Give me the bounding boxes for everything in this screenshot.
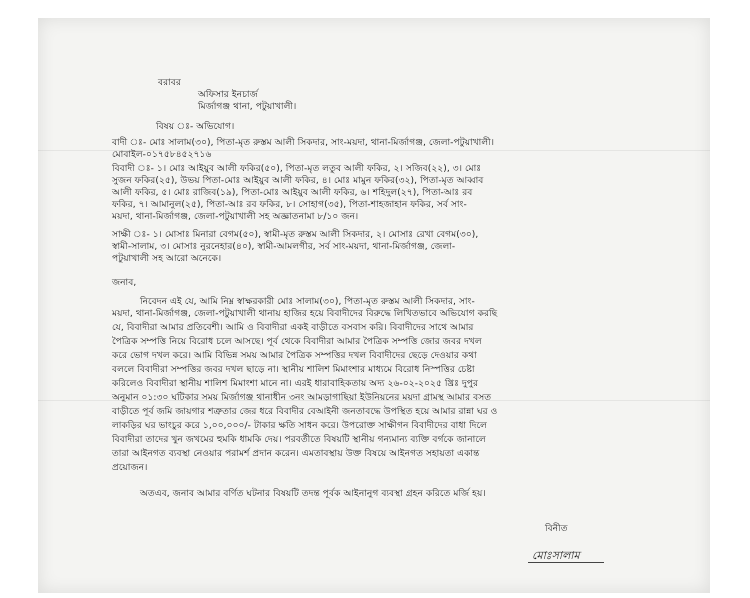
- witness-line: পটুয়াখালী সহ আরো অনেকে।: [112, 254, 222, 264]
- addressee-title: অফিসার ইনচার্জ: [198, 90, 258, 100]
- body-line: করিলেও বিবাদীরা স্থানীয় শালিশ মিমাংশা মানে না। এরই ধারাবাহিকতায় অদ্য ২৬-০২-২০২৫ খ্রিঃ দুপুর: [112, 379, 479, 389]
- body-line: করে ভোগ দখল করে। আমি বিভিন্ন সময় আমার পৈত্রিক সম্পত্তির দখল বিবাদীদের ছেড়ে দেওয়ার কথা: [112, 351, 477, 361]
- body-line: বিবাদীরা তাদের খুন জখমের হুমকি ধামকি দেয়। পরবর্তীতে বিষয়টি স্থানীয় গন্যমান্য ব্যক্তি বর্গকে জানালে: [112, 435, 486, 445]
- body-line: বাড়ীতে পূর্ব জমি জায়গার শত্রুতার জের ধরে বিবাদীর বেআইনী জনতাবদ্ধে উপস্থিত হয়ে আমার রান্না ঘর ও: [112, 407, 498, 417]
- signature-underline: [528, 562, 604, 563]
- body-line: ময়দা, থানা-মির্জাগঞ্জ, জেলা-পটুয়াখালী থানায় হাজির হয়ে বিবাদীদের বিরুদ্ধে লিখিতভাবে অভিযোগ করছি: [112, 309, 498, 319]
- body-line: পৈত্রিক সম্পত্তি নিয়ে বিরোধ চলে আসছে। পূর্ব থেকে বিবাদীরা আমার পৈত্রিক সম্পত্তি জোর জবর দখল: [112, 337, 482, 347]
- signature: মোঃসালাম: [532, 549, 580, 562]
- salutation: জনাব,: [112, 278, 137, 288]
- defendant-line: ফকির, ৭। আমানুল(২৫), পিতা-আঃ রব ফকির, ৮। সোহাগ(৩৫), পিতা-শাহজাহান ফকির, সর্ব সাং-: [112, 200, 467, 210]
- complainant-mobile: মোবাইল-০১৭৫৮৪৫২৭১৬: [112, 150, 212, 160]
- body-line: যে, বিবাদীরা আমার প্রতিবেশী। আমি ও বিবাদীরা একই বাড়ীতে বসবাস করি। বিবাদীদের সাথে আমার: [112, 323, 474, 333]
- body-line: তারা আইনগত ব্যবস্থা নেওয়ার পরামর্শ প্রদান করেন। এমতাবস্থায় উক্ত বিষয়ে আইনগত সহায়তা একান্ত: [112, 449, 480, 459]
- defendant-line: ময়দা, থানা-মির্জাগঞ্জ, জেলা-পটুয়াখালী সহ অজ্ঞাতনামা ৮/১০ জন।: [112, 212, 359, 222]
- body-line: প্রয়োজন।: [112, 463, 148, 473]
- body-line: অনুমান ০১:৩০ ঘটিকার সময় মির্জাগঞ্জ থানাধীন ৩নং আমড়াগাছিয়া ইউনিয়নের ময়দা গ্রামস্থ আমার বসত: [112, 393, 492, 403]
- closing-line: অতএব, জনাব আমার বর্ণিত ঘটনার বিষয়টি তদন্ত পূর্বক আইনানুগ ব্যবস্থা গ্রহন করিতে মর্জি হয়।: [140, 489, 486, 499]
- to-label: বরাবর: [158, 78, 181, 88]
- signoff: বিনীত: [545, 524, 568, 534]
- defendant-line: সুজন ফকির(২৫), উভয় পিতা-মোঃ আইয়ুব আলী ফকির, ৪। মোঃ মামুন ফকির(৩২), পিতা-মৃত আব্বাব: [112, 176, 484, 186]
- defendant-line: আলী ফকির, ৫। মোঃ রাজিব(১৯), পিতা-মোঃ আইয়ুব আলী ফকির, ৬। শহিদুল(২৭), পিতা-আঃ রব: [112, 188, 473, 198]
- defendant-line: বিবাদী ঃ- ১। মোঃ আইয়ুব আলী ফকির(৫০), পিতা-মৃত লতুব আলী ফকির, ২। সজিব(২২), ৩। মোঃ: [112, 164, 482, 174]
- addressee-station: মির্জাগঞ্জ থানা, পটুয়াখালী।: [198, 102, 297, 112]
- body-line: বললে বিবাদীরা সম্পত্তির জবর দখল ছাড়ে না। স্থানীয় শালিশ মিমাংশার মাধ্যমে বিরোধ নিস্পত্তির চেষ্টা: [112, 365, 475, 375]
- witness-line: সাক্ষী ঃ- ১। মোসাঃ মিনারা বেগম(৫০), স্বামী-মৃত রুস্তম আলী সিকদার, ২। মোসাঃ রেখা বেগম(৩০),: [112, 230, 479, 240]
- subject-line: বিষয় ঃ- অভিযোগ।: [156, 122, 235, 132]
- body-line: লাকড়ির ঘর ভাংচুর করে ১,০০,০০০/- টাকার ক্ষতি সাধন করে। উপরোক্ত সাক্ষীগন বিবাদীদের বাধা দিলে: [112, 421, 487, 431]
- witness-line: স্বামী-সালাম, ৩। মোসাঃ নুরনেহার(৪০), স্বামী-আমলগীর, সর্ব সাং-ময়দা, থানা-মির্জাগঞ্জ, জেলা-: [112, 242, 456, 252]
- body-line: নিবেদন এই যে, আমি নিম্ন স্বাক্ষরকারী মোঃ সালাম(৩০), পিতা-মৃত রুস্তম আলী সিকদার, সাং-: [140, 297, 475, 307]
- complainant-line: বাদী ঃ- মোঃ সালাম(৩০), পিতা-মৃত রুস্তম আলী সিকদার, সাং-ময়দা, থানা-মির্জাগঞ্জ, জেলা-পটুয়াখালী।: [112, 138, 495, 148]
